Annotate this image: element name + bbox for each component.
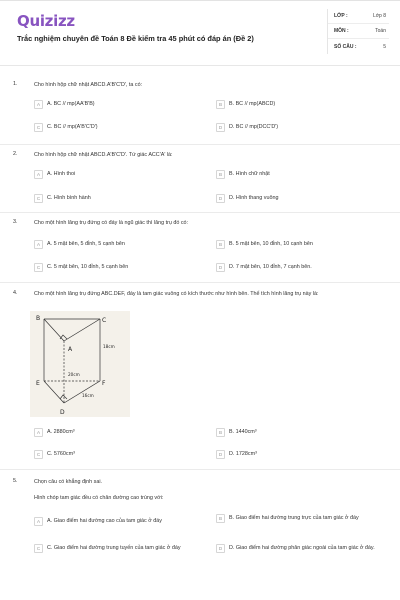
option-d[interactable] <box>216 195 278 203</box>
option-text: B. BC // mp(ABCD) <box>229 101 276 107</box>
option-text: D. Hình thang vuông <box>229 195 279 201</box>
option-letter-box[interactable]: D <box>216 194 225 203</box>
question-divider <box>0 469 400 470</box>
option-d[interactable] <box>216 451 257 459</box>
vertex-label-d: D <box>60 409 65 416</box>
option-text: C. BC // mp(A'B'C'D') <box>47 124 98 130</box>
question-text: Cho một hình lăng trụ đứng có đáy là ngũ giác thì lăng trụ đó có: <box>34 220 189 226</box>
dim-leg1-label: 20cm <box>68 372 80 377</box>
question-divider <box>0 282 400 283</box>
option-text: C. 5 mặt bên, 10 đỉnh, 5 cạnh bên <box>47 264 129 270</box>
option-letter-box[interactable]: A <box>34 100 43 109</box>
option-text: B. 1440cm³ <box>229 429 257 435</box>
option-letter-box[interactable]: A <box>34 517 43 526</box>
meta-value: Lớp 8 <box>372 13 386 19</box>
quizizz-logo[interactable]: Quizizz <box>17 12 75 30</box>
prism-diagram <box>30 311 130 417</box>
option-letter-box[interactable]: D <box>216 450 225 459</box>
option-text: B. Giao điểm hai đường trung trực của tam giác ở đáy <box>229 515 359 521</box>
option-letter-box[interactable]: B <box>216 428 225 437</box>
option-text: C. 5760cm³ <box>47 451 75 457</box>
option-text: B. Hình chữ nhật <box>229 171 270 177</box>
option-letter-box[interactable]: C <box>34 544 43 553</box>
option-a[interactable] <box>34 429 75 437</box>
option-letter-box[interactable]: A <box>34 240 43 249</box>
option-letter-box[interactable]: A <box>34 428 43 437</box>
option-d[interactable] <box>216 124 278 132</box>
option-b[interactable] <box>216 515 386 523</box>
meta-key: SỐ CÂU : <box>334 43 357 50</box>
vertex-label-b: B <box>36 315 41 322</box>
option-letter-box[interactable]: C <box>34 450 43 459</box>
meta-value: Toán <box>375 28 386 34</box>
option-text: A. Giao điểm hai đường cao của tam giác ở đáy <box>47 518 162 524</box>
option-text: D. 7 mặt bên, 10 đỉnh, 7 cạnh bên. <box>229 264 312 270</box>
option-d[interactable] <box>216 264 312 272</box>
option-text: A. BC // mp(AA'B'B) <box>47 101 95 107</box>
option-text: D. BC // mp(DCC'D') <box>229 124 279 130</box>
option-text: D. 1728cm³ <box>229 451 257 457</box>
vertex-label-e: E <box>36 380 40 387</box>
option-letter-box[interactable]: C <box>34 123 43 132</box>
meta-key: MÔN : <box>334 28 349 34</box>
option-text: A. 5 mặt bên, 5 đỉnh, 5 cạnh bên <box>47 241 125 247</box>
option-letter-box[interactable]: B <box>216 100 225 109</box>
option-c[interactable] <box>34 451 75 459</box>
worksheet-header <box>0 1 400 65</box>
option-letter-box[interactable]: D <box>216 123 225 132</box>
question-number: 1. <box>13 81 18 87</box>
option-b[interactable] <box>216 429 257 437</box>
option-a[interactable] <box>34 171 75 179</box>
option-text: A. 2880cm³ <box>47 429 75 435</box>
question-subtext: Hình chóp tam giác đều có chân đường cao trùng với: <box>34 495 164 501</box>
question-text: Cho hình hộp chữ nhật ABCD.A'B'C'D', ta có: <box>34 82 143 88</box>
option-b[interactable] <box>216 241 313 249</box>
option-a[interactable] <box>34 518 194 526</box>
worksheet-title: Trắc nghiệm chuyên đề Toán 8 Đề kiểm tra 45 phút có đáp án (Đề 2) <box>17 34 254 43</box>
option-a[interactable] <box>34 101 95 109</box>
vertex-label-f: F <box>102 380 106 387</box>
option-c[interactable] <box>34 264 128 272</box>
option-letter-box[interactable]: A <box>34 170 43 179</box>
option-text: C. Giao điểm hai đường trung tuyến của tam giác ở đáy <box>47 545 181 551</box>
question-number: 2. <box>13 151 18 157</box>
option-text: B. 5 mặt bên, 10 đỉnh, 10 cạnh bên <box>229 241 313 247</box>
question-text: Cho một hình lăng trụ đứng ABC.DEF, đáy là tam giác vuông có kích thước như hình bên. Thể tích hình lăng trụ này là: <box>34 291 319 297</box>
question-divider <box>0 144 400 145</box>
question-divider <box>0 212 400 213</box>
vertex-label-c: C <box>102 317 107 324</box>
option-a[interactable] <box>34 241 125 249</box>
option-text: A. Hình thoi <box>47 171 76 177</box>
dim-leg2-label: 16cm <box>82 393 94 398</box>
option-letter-box[interactable]: C <box>34 263 43 272</box>
question-number: 4. <box>13 290 18 296</box>
meta-value: 5 <box>383 43 386 50</box>
question-text: Cho hình hộp chữ nhật ABCD.A'B'C'D'. Tứ giác ACC'A' là: <box>34 152 173 158</box>
option-text: C. Hình bình hành <box>47 195 91 201</box>
option-letter-box[interactable]: D <box>216 544 225 553</box>
option-b[interactable] <box>216 171 270 179</box>
meta-row-subject <box>328 24 389 39</box>
option-b[interactable] <box>216 101 275 109</box>
option-c[interactable] <box>34 124 98 132</box>
option-letter-box[interactable]: B <box>216 514 225 523</box>
option-letter-box[interactable]: D <box>216 263 225 272</box>
question-number: 3. <box>13 219 18 225</box>
prism-figure <box>30 311 130 417</box>
header-divider <box>0 65 400 66</box>
meta-key: LỚP : <box>334 13 348 19</box>
question-number: 5. <box>13 478 18 484</box>
question-text: Chọn câu có khẳng định sai. <box>34 479 103 485</box>
meta-row-count <box>328 39 389 54</box>
option-c[interactable] <box>34 545 204 553</box>
option-letter-box[interactable]: C <box>34 194 43 203</box>
option-letter-box[interactable]: B <box>216 170 225 179</box>
option-letter-box[interactable]: B <box>216 240 225 249</box>
meta-table <box>327 9 389 54</box>
option-d[interactable] <box>216 545 386 553</box>
option-c[interactable] <box>34 195 91 203</box>
dim-height-label: 18cm <box>103 344 115 349</box>
option-text: D. Giao điểm hai đường phân giác ngoài của tam giác ở đáy. <box>229 545 375 551</box>
vertex-label-a: A <box>68 346 73 353</box>
meta-row-class <box>328 9 389 24</box>
